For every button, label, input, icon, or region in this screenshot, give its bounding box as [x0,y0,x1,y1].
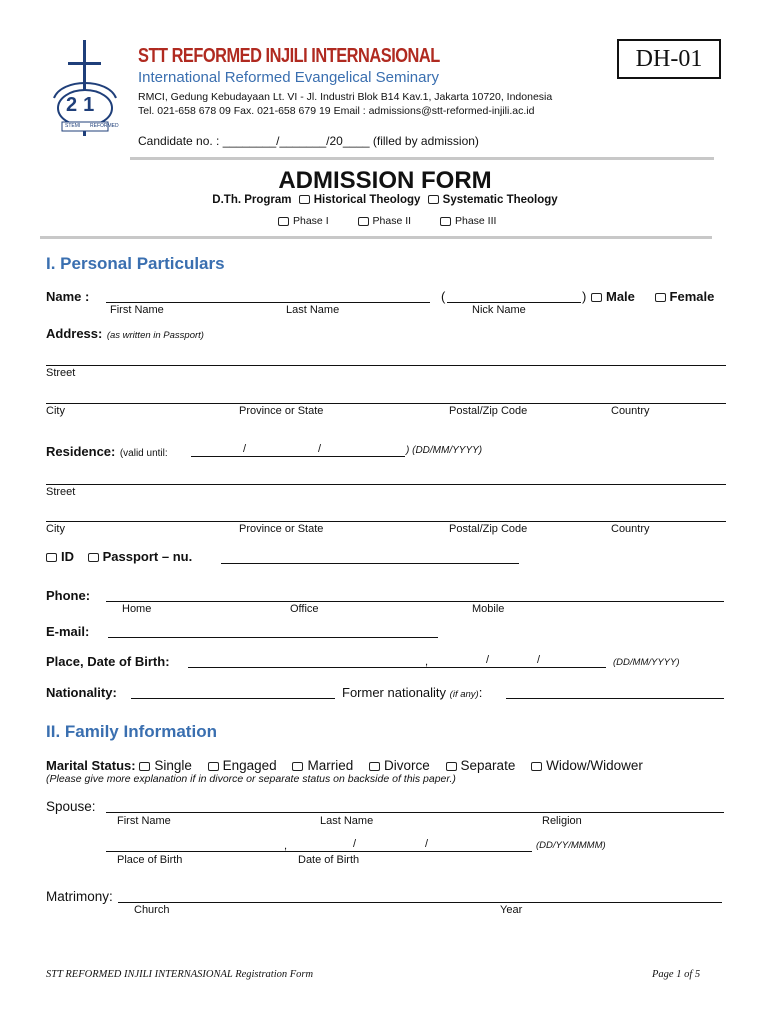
contact-line: Tel. 021-658 678 09 Fax. 021-658 679 19 Email : admissions@stt-reformed-injili.ac.id [138,105,535,117]
male-checkbox[interactable] [591,293,602,302]
nationality-input-line[interactable] [131,698,335,699]
spouse-birth-line[interactable] [106,851,532,852]
school-name: STT REFORMED INJILI INTERNASIONAL [138,45,440,67]
nick-name-input-line[interactable] [447,302,581,303]
phase-1-label: Phase I [293,215,329,227]
residence-slash-1: / [243,443,247,455]
single-checkbox[interactable] [139,762,150,771]
marital-status-label: Marital Status: [46,758,136,773]
residence-valid-date-line[interactable] [191,456,405,457]
phase-2-label: Phase II [372,215,412,227]
spouse-date-format-hint: (DD/YY/MMMM) [536,840,606,851]
header-divider [130,157,714,160]
phone-office-caption: Office [290,603,319,615]
phone-home-caption: Home [122,603,152,615]
email-label: E-mail: [46,624,90,639]
residence-hint: (valid until: [119,448,168,459]
last-name-caption: Last Name [286,304,340,316]
address-country-caption: Country [611,405,650,417]
male-label: Male [606,289,635,304]
marital-status-note: (Please give more explanation if in divorce or separate status on backside of this paper.) [46,773,456,785]
systematic-theology-checkbox[interactable] [428,195,439,204]
footer-page-number: Page 1 of 5 [652,969,701,980]
former-nationality-row [342,685,482,700]
separate-label: Separate [460,758,516,773]
address-street-caption: Street [46,367,76,379]
place-date-birth-label: Place, Date of Birth: [46,654,170,669]
address-label: Address: [46,326,103,341]
residence-row [46,443,168,461]
section-family-title: II. Family Information [46,722,217,741]
spouse-birth-slash-1: / [353,838,357,850]
spouse-first-name-caption: First Name [117,815,171,827]
divorce-checkbox[interactable] [369,762,380,771]
name-label: Name : [46,289,90,304]
residence-postal-caption: Postal/Zip Code [449,523,528,535]
phase-3-label: Phase III [454,215,497,227]
dob-format-hint: (DD/MM/YYYY) [613,657,680,668]
candidate-number-field[interactable]: Candidate no. : ________/_______/20____ (filled by admission) [138,134,479,148]
school-subtitle: International Reformed Evangelical Seminary [138,69,439,86]
logo-text-left: STEMI [65,123,81,129]
widow-widower-checkbox[interactable] [531,762,542,771]
engaged-label: Engaged [222,758,277,773]
place-date-birth-line[interactable] [188,667,606,668]
matrimony-line[interactable] [118,902,722,903]
id-label: ID [61,549,74,564]
address-city-caption: City [46,405,65,417]
widow-widower-label: Widow/Widower [546,758,643,773]
residence-label: Residence: [46,444,116,459]
id-checkbox[interactable] [46,553,57,562]
former-nationality-hint: (if any) [449,689,479,700]
former-nationality-colon: : [478,685,483,700]
single-label: Single [154,758,192,773]
first-name-caption: First Name [110,304,164,316]
separate-checkbox[interactable] [446,762,457,771]
historical-theology-checkbox[interactable] [299,195,310,204]
address-postal-caption: Postal/Zip Code [449,405,528,417]
gender-row [591,289,714,304]
residence-city-caption: City [46,523,65,535]
spouse-last-name-caption: Last Name [320,815,374,827]
systematic-theology-label: Systematic Theology [442,194,558,206]
section-personal-title: I. Personal Particulars [46,254,225,273]
phone-mobile-caption: Mobile [472,603,505,615]
spouse-name-line[interactable] [106,812,724,813]
passport-checkbox[interactable] [88,553,99,562]
residence-street-line[interactable] [46,484,726,485]
former-nationality-label: Former nationality [342,685,447,700]
form-code-box: DH-01 [617,39,721,79]
form-title: ADMISSION FORM [278,167,492,194]
residence-slash-2: / [318,443,322,455]
residence-date-hint: ) (DD/MM/YYYY) [406,445,483,456]
spouse-birth-comma: , [284,840,288,852]
phone-label: Phone: [46,588,91,603]
engaged-checkbox[interactable] [208,762,219,771]
logo-number: 21 [66,94,101,116]
phase-3-checkbox[interactable] [440,217,451,226]
matrimony-church-caption: Church [134,904,170,916]
female-checkbox[interactable] [655,293,666,302]
program-label: D.Th. Program [212,194,292,206]
spouse-date-of-birth-caption: Date of Birth [298,854,360,866]
address-city-line[interactable] [46,403,726,404]
nick-close-paren: ) [582,289,587,304]
name-input-line[interactable] [106,302,430,303]
nick-name-caption: Nick Name [472,304,526,316]
matrimony-year-caption: Year [500,904,523,916]
address-line: RMCI, Gedung Kebudayaan Lt. VI - Jl. Industri Blok B14 Kav.1, Jakarta 10720, Indonesia [138,91,553,103]
dob-slash-2: / [537,654,541,666]
residence-province-caption: Province or State [239,523,324,535]
title-divider [40,236,712,239]
residence-street-caption: Street [46,486,76,498]
residence-city-line[interactable] [46,521,726,522]
pob-comma: , [425,656,429,668]
phase-1-checkbox[interactable] [278,217,289,226]
address-heading [46,325,204,343]
id-passport-row [46,549,192,564]
dob-slash-1: / [486,654,490,666]
phase-row [278,215,496,227]
address-province-caption: Province or State [239,405,324,417]
nick-open-paren: ( [441,289,446,304]
logo-text-right: REFORMED [90,123,119,129]
nationality-label: Nationality: [46,685,117,700]
footer-form-name: STT REFORMED INJILI INTERNASIONAL Registration Form [46,969,314,980]
married-checkbox[interactable] [292,762,303,771]
married-label: Married [307,758,354,773]
former-nationality-line[interactable] [506,698,724,699]
passport-number-line[interactable] [221,563,519,564]
phone-input-line[interactable] [106,601,724,602]
email-input-line[interactable] [108,637,438,638]
spouse-religion-caption: Religion [542,815,582,827]
program-row [0,194,770,206]
seminary-logo [44,38,126,138]
female-label: Female [669,289,715,304]
residence-country-caption: Country [611,523,650,535]
passport-label: Passport – nu. [102,549,193,564]
address-hint: (as written in Passport) [106,330,204,341]
marital-status-row [46,758,643,773]
spouse-place-of-birth-caption: Place of Birth [117,854,183,866]
divorce-label: Divorce [384,758,430,773]
historical-theology-label: Historical Theology [313,194,421,206]
matrimony-label: Matrimony: [46,889,113,904]
spouse-label: Spouse: [46,799,96,814]
spouse-birth-slash-2: / [425,838,429,850]
phase-2-checkbox[interactable] [358,217,369,226]
address-street-line[interactable] [46,365,726,366]
